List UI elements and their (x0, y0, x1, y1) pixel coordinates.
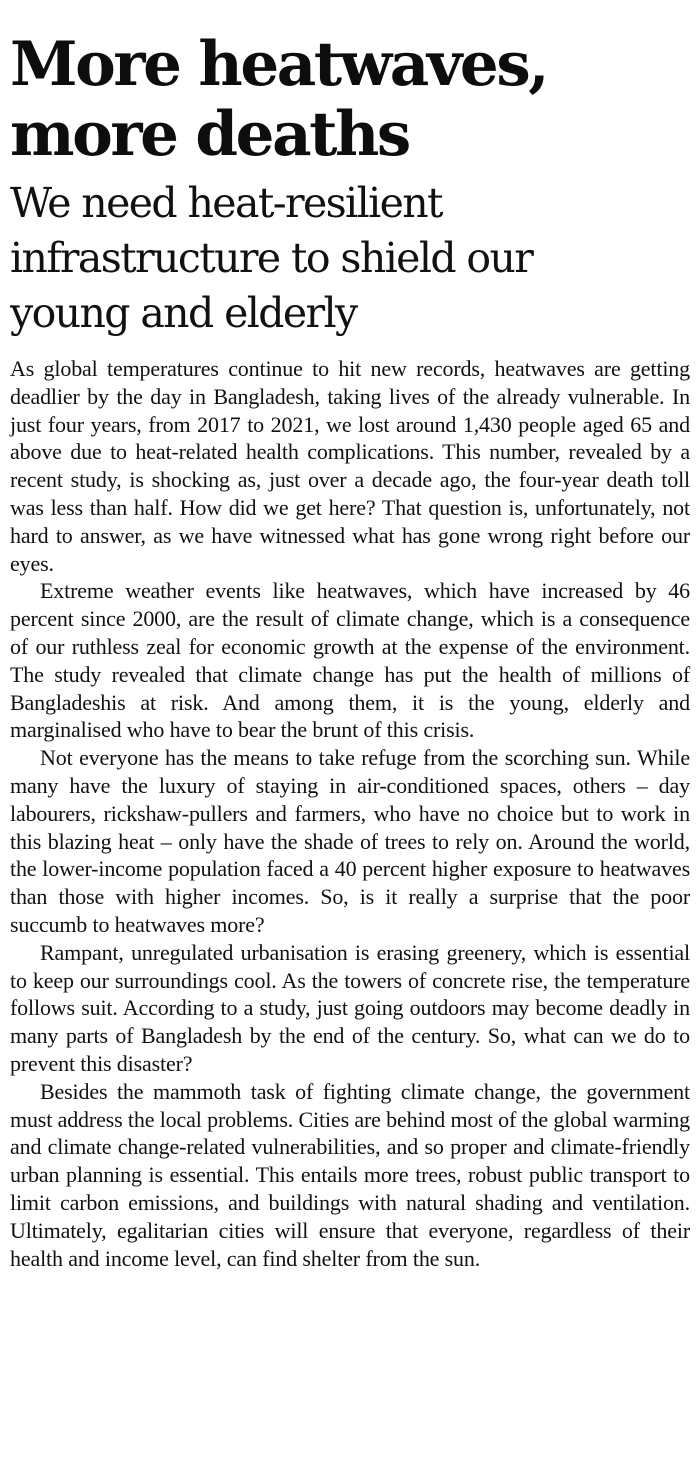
subheadline-line-2: infrastructure to shield our (10, 234, 533, 282)
subheadline-line-1: We need heat-resilient (10, 179, 442, 227)
paragraph-5: Besides the mammoth task of fighting climate change, the government must address the local problems. Cities are behind most of the global warming and climate change-related vulnerabilities, and so proper and climate-friendly urban planning is essential. This entails more trees, robust public transport to limit carbon emissions, and buildings with natural shading and ventilation. Ultimately, egalitarian cities will ensure that everyone, regardless of their health and income level, can find shelter from the sun. (10, 1078, 690, 1271)
paragraph-4: Rampant, unregulated urbanisation is erasing greenery, which is essential to keep our surroundings cool. As the towers of concrete rise, the temperature follows suit. According to a study, just going outdoors may become deadly in many parts of Bangladesh by the end of the century. So, what can we do to prevent this disaster? (10, 939, 690, 1076)
article-body (10, 355, 690, 1272)
headline (10, 30, 690, 170)
paragraph-1: As global temperatures continue to hit new records, heatwaves are getting deadlier by the day in Bangladesh, taking lives of the already vulnerable. In just four years, from 2017 to 2021, we lost around 1,430 people aged 65 and above due to heat-related health complications. This number, revealed by a recent study, is shocking as, just over a decade ago, the four-year death toll was less than half. How did we get here? That question is, unfortunately, not hard to answer, as we have witnessed what has gone wrong right before our eyes. (10, 356, 690, 576)
article (10, 30, 690, 1272)
subheadline-line-3: young and elderly (10, 289, 357, 337)
headline-line-1: More heatwaves, (10, 29, 548, 100)
subheadline (10, 176, 690, 341)
paragraph-3: Not everyone has the means to take refuge from the scorching sun. While many have the luxury of staying in air-conditioned spaces, others – day labourers, rickshaw-pullers and farmers, who have no choice but to work in this blazing heat – only have the shade of trees to rely on. Around the world, the lower-income population faced a 40 percent higher exposure to heatwaves than those with higher incomes. So, is it really a surprise that the poor succumb to heatwaves more? (10, 745, 690, 937)
paragraph-2: Extreme weather events like heatwaves, which have increased by 46 percent since 2000, are the result of climate change, which is a consequence of our ruthless zeal for economic growth at the expense of the environment. The study revealed that climate change has put the health of millions of Bangladeshis at risk. And among them, it is the young, elderly and marginalised who have to bear the brunt of this crisis. (10, 578, 690, 743)
headline-line-2: more deaths (10, 99, 409, 170)
